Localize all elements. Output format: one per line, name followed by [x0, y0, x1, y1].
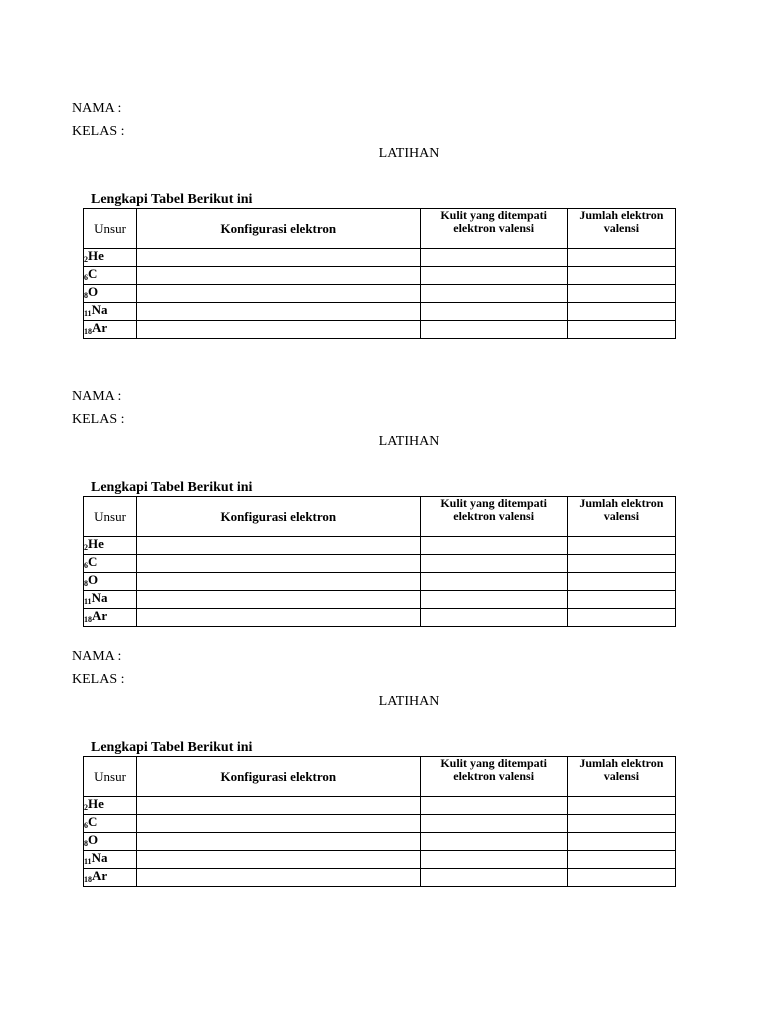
konfigurasi-cell[interactable]: [137, 249, 420, 267]
element-symbol: O: [88, 832, 99, 847]
jumlah-cell[interactable]: [567, 869, 675, 887]
atomic-number: 8: [84, 579, 88, 588]
table-row: [84, 815, 676, 833]
header-kulit: Kulit yang ditempati elektron valensi: [420, 497, 567, 537]
element-symbol: He: [88, 248, 104, 263]
atomic-number: 8: [84, 839, 88, 848]
header-unsur: Unsur: [84, 497, 137, 537]
jumlah-cell[interactable]: [567, 815, 675, 833]
kulit-cell[interactable]: [420, 833, 567, 851]
jumlah-cell[interactable]: [567, 797, 675, 815]
element-cell: [84, 249, 137, 267]
table-heading: Lengkapi Tabel Berikut ini: [91, 480, 253, 495]
element-symbol: Ar: [92, 868, 108, 883]
latihan-title: LATIHAN: [378, 146, 440, 161]
table-header-row: [84, 757, 676, 797]
worksheet-section: [0, 548, 768, 884]
kulit-cell[interactable]: [420, 267, 567, 285]
atomic-number: 18: [84, 327, 92, 336]
nama-label: NAMA :: [72, 649, 122, 664]
element-symbol: C: [88, 266, 98, 281]
atomic-number: 8: [84, 291, 88, 300]
worksheet-section: [0, 0, 768, 336]
jumlah-cell[interactable]: [567, 267, 675, 285]
element-symbol: Na: [91, 302, 108, 317]
latihan-title: LATIHAN: [378, 694, 440, 709]
atomic-number: 2: [84, 803, 88, 812]
table-row: [84, 851, 676, 869]
element-symbol: He: [88, 796, 104, 811]
kulit-cell[interactable]: [420, 851, 567, 869]
table-row: [84, 249, 676, 267]
element-symbol: O: [88, 284, 99, 299]
kulit-cell[interactable]: [420, 869, 567, 887]
jumlah-cell[interactable]: [567, 833, 675, 851]
atomic-number: 6: [84, 273, 88, 282]
table-row: [84, 833, 676, 851]
electron-table: [83, 756, 676, 887]
latihan-title: LATIHAN: [378, 434, 440, 449]
header-jumlah: Jumlah elektron valensi: [567, 757, 675, 797]
nama-label: NAMA :: [72, 101, 122, 116]
table-header-row: [84, 497, 676, 537]
atomic-number: 2: [84, 543, 88, 552]
element-symbol: Ar: [92, 608, 108, 623]
element-symbol: C: [88, 554, 98, 569]
table-row: [84, 869, 676, 887]
atomic-number: 6: [84, 821, 88, 830]
header-konfigurasi: Konfigurasi elektron: [137, 757, 420, 797]
element-symbol: C: [88, 814, 98, 829]
kelas-label: KELAS :: [72, 124, 125, 139]
header-jumlah: Jumlah elektron valensi: [567, 497, 675, 537]
element-symbol: Ar: [92, 320, 108, 335]
table-row: [84, 797, 676, 815]
header-konfigurasi: Konfigurasi elektron: [137, 209, 420, 249]
element-cell: [84, 267, 137, 285]
atomic-number: 11: [84, 597, 92, 606]
element-cell: [84, 851, 137, 869]
atomic-number: 18: [84, 875, 92, 884]
nama-label: NAMA :: [72, 389, 122, 404]
kelas-label: KELAS :: [72, 672, 125, 687]
element-symbol: He: [88, 536, 104, 551]
header-kulit: Kulit yang ditempati elektron valensi: [420, 209, 567, 249]
table-row: [84, 267, 676, 285]
element-symbol: O: [88, 572, 99, 587]
kelas-label: KELAS :: [72, 412, 125, 427]
konfigurasi-cell[interactable]: [137, 797, 420, 815]
atomic-number: 11: [84, 309, 92, 318]
atomic-number: 18: [84, 615, 92, 624]
kulit-cell[interactable]: [420, 797, 567, 815]
element-cell: [84, 797, 137, 815]
table-heading: Lengkapi Tabel Berikut ini: [91, 192, 253, 207]
header-jumlah: Jumlah elektron valensi: [567, 209, 675, 249]
konfigurasi-cell[interactable]: [137, 815, 420, 833]
element-cell: [84, 869, 137, 887]
konfigurasi-cell[interactable]: [137, 851, 420, 869]
konfigurasi-cell[interactable]: [137, 833, 420, 851]
atomic-number: 2: [84, 255, 88, 264]
element-cell: [84, 815, 137, 833]
table-heading: Lengkapi Tabel Berikut ini: [91, 740, 253, 755]
header-unsur: Unsur: [84, 757, 137, 797]
header-konfigurasi: Konfigurasi elektron: [137, 497, 420, 537]
konfigurasi-cell[interactable]: [137, 267, 420, 285]
konfigurasi-cell[interactable]: [137, 869, 420, 887]
atomic-number: 11: [84, 857, 92, 866]
kulit-cell[interactable]: [420, 815, 567, 833]
header-kulit: Kulit yang ditempati elektron valensi: [420, 757, 567, 797]
element-cell: [84, 833, 137, 851]
header-unsur: Unsur: [84, 209, 137, 249]
table-header-row: [84, 209, 676, 249]
kulit-cell[interactable]: [420, 249, 567, 267]
element-symbol: Na: [91, 850, 108, 865]
atomic-number: 6: [84, 561, 88, 570]
jumlah-cell[interactable]: [567, 851, 675, 869]
element-symbol: Na: [91, 590, 108, 605]
worksheet-section: [0, 288, 768, 624]
jumlah-cell[interactable]: [567, 249, 675, 267]
